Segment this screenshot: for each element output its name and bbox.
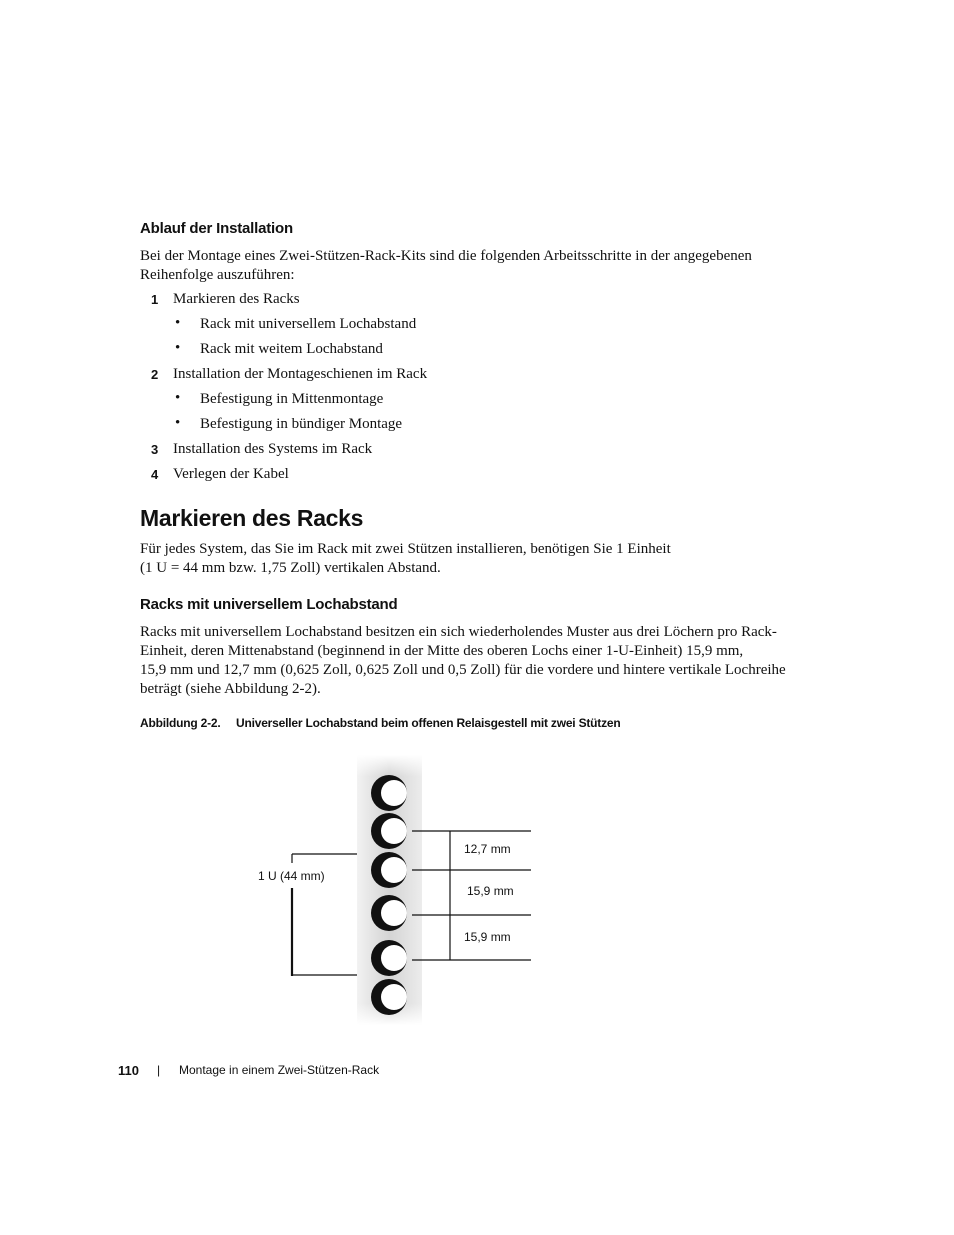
rack-hole-highlight <box>381 780 407 806</box>
footer-chapter: Montage in einem Zwei-Stützen-Rack <box>179 1063 380 1077</box>
bullet-item: Rack mit weitem Lochabstand <box>200 341 383 357</box>
section-heading-marking: Markieren des Racks <box>140 505 364 531</box>
step-number: 3 <box>151 442 159 457</box>
bullet-glyph: • <box>175 390 181 406</box>
figure-caption-text: Universeller Lochabstand beim offenen Relaisgestell mit zwei Stützen <box>236 716 621 730</box>
bullet-glyph: • <box>175 415 181 431</box>
intro-line-1: Bei der Montage eines Zwei-Stützen-Rack-Kits sind die folgenden Arbeitsschritte in der angegebenen <box>140 248 752 264</box>
rack-hole-highlight <box>381 900 407 926</box>
figure-caption-label: Abbildung 2-2. <box>140 716 221 730</box>
bullet-item: Befestigung in bündiger Montage <box>200 416 403 432</box>
intro-paragraph <box>140 247 840 285</box>
step-text: Verlegen der Kabel <box>173 466 289 482</box>
marking-paragraph <box>140 540 840 578</box>
rack-hole-highlight <box>381 857 407 883</box>
spacing-label: 15,9 mm <box>464 930 511 944</box>
paragraph-line: (1 U = 44 mm bzw. 1,75 Zoll) vertikalen Abstand. <box>140 560 441 576</box>
bullet-item: Befestigung in Mittenmontage <box>200 391 384 407</box>
page-number: 110 <box>118 1063 139 1078</box>
bullet-glyph: • <box>175 315 181 331</box>
rack-hole-highlight <box>381 945 407 971</box>
unit-label: 1 U (44 mm) <box>258 869 325 883</box>
section-heading-universal: Racks mit universellem Lochabstand <box>140 596 398 613</box>
paragraph-line: beträgt (siehe Abbildung 2-2). <box>140 681 321 697</box>
rack-hole-diagram <box>240 750 560 1030</box>
step-number: 4 <box>151 467 159 482</box>
paragraph-line: Racks mit universellem Lochabstand besitzen ein sich wiederholendes Muster aus drei Löchern pro Rack- <box>140 624 777 640</box>
spacing-label: 12,7 mm <box>464 842 511 856</box>
footer-separator: | <box>157 1063 161 1077</box>
step-number: 1 <box>151 292 159 307</box>
spacing-label: 15,9 mm <box>467 884 514 898</box>
paragraph-line: Einheit, deren Mittenabstand (beginnend in der Mitte des oberen Lochs einer 1-U-Einheit) 15,9 mm, <box>140 643 744 659</box>
rack-hole-highlight <box>381 818 407 844</box>
rack-hole-highlight <box>381 984 407 1010</box>
bullet-item: Rack mit universellem Lochabstand <box>200 316 417 332</box>
intro-line-2: Reihenfolge auszuführen: <box>140 267 295 283</box>
step-text: Installation der Montageschienen im Rack <box>173 366 428 382</box>
step-text: Markieren des Racks <box>173 291 300 307</box>
step-number: 2 <box>151 367 159 382</box>
paragraph-line: Für jedes System, das Sie im Rack mit zwei Stützen installieren, benötigen Sie 1 Einheit <box>140 541 671 557</box>
universal-paragraph <box>140 623 840 699</box>
paragraph-line: 15,9 mm und 12,7 mm (0,625 Zoll, 0,625 Zoll und 0,5 Zoll) für die vordere und hintere vertikale Lochreihe <box>140 662 786 678</box>
step-text: Installation des Systems im Rack <box>173 441 373 457</box>
bullet-glyph: • <box>175 340 181 356</box>
section-heading-installation: Ablauf der Installation <box>140 220 293 237</box>
